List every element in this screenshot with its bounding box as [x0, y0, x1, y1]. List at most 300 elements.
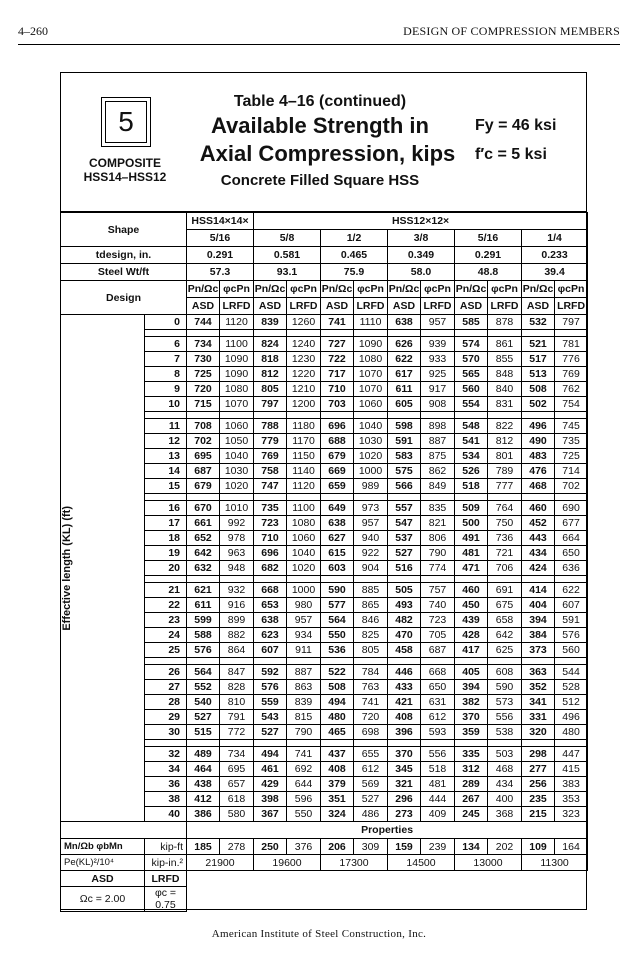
- kl-value: 18: [145, 531, 187, 546]
- lrfd-cell: 576: [555, 628, 588, 643]
- asd-cell: 396: [388, 725, 421, 740]
- asd-cell: 670: [187, 501, 220, 516]
- lrfd-cell: 1180: [287, 419, 321, 434]
- pn-lrfd-header: φcPn: [220, 281, 254, 298]
- thickness-header: 5/8: [254, 230, 321, 247]
- lrfd-cell: 762: [555, 382, 588, 397]
- lrfd-cell: 538: [488, 725, 522, 740]
- asd-cell: 585: [455, 315, 488, 330]
- asd-cell: 590: [321, 583, 354, 598]
- value-gap: [220, 494, 254, 501]
- value-gap: [421, 494, 455, 501]
- value-gap: [287, 576, 321, 583]
- asd-cell: 611: [187, 598, 220, 613]
- asd-cell: 679: [187, 479, 220, 494]
- value-gap: [421, 412, 455, 419]
- asd-cell: 363: [522, 665, 555, 680]
- fy-value: Fy = 46 ksi: [475, 117, 557, 134]
- lrfd-cell: 810: [220, 695, 254, 710]
- properties-blank: [61, 822, 187, 839]
- asd-cell: 384: [522, 628, 555, 643]
- lrfd-cell: 764: [488, 501, 522, 516]
- lrfd-cell: 925: [421, 367, 455, 382]
- lrfd-cell: 825: [354, 628, 388, 643]
- asd-cell: 679: [321, 449, 354, 464]
- lrfd-cell: 1080: [354, 352, 388, 367]
- asd-cell: 534: [455, 449, 488, 464]
- value-gap: [220, 658, 254, 665]
- value-gap: [488, 576, 522, 583]
- page-number: 4–260: [18, 24, 48, 38]
- asd-cell: 471: [455, 561, 488, 576]
- value-gap: [555, 740, 588, 747]
- value-gap: [187, 330, 220, 337]
- pn-asd-header: Pn/Ωc: [388, 281, 421, 298]
- asd-cell: 659: [321, 479, 354, 494]
- asd-cell: 788: [254, 419, 287, 434]
- asd-cell: 543: [254, 710, 287, 725]
- value-gap: [421, 658, 455, 665]
- table-title-line2: Axial Compression, kips: [199, 141, 456, 166]
- asd-cell: 386: [187, 807, 220, 822]
- asd-cell: 723: [254, 516, 287, 531]
- lrfd-cell: 1030: [354, 434, 388, 449]
- lrfd-cell: 878: [488, 315, 522, 330]
- asd-cell: 527: [187, 710, 220, 725]
- pn-asd-header: Pn/Ωc: [254, 281, 287, 298]
- header-rule: [18, 44, 620, 45]
- lrfd-cell: 1200: [287, 397, 321, 412]
- asd-cell: 521: [522, 337, 555, 352]
- lrfd-cell: 560: [555, 643, 588, 658]
- lrfd-cell: 447: [555, 747, 588, 762]
- value-gap: [522, 740, 555, 747]
- asd-cell: 564: [321, 613, 354, 628]
- lrfd-cell: 591: [555, 613, 588, 628]
- lrfd-cell: 801: [488, 449, 522, 464]
- value-gap: [354, 494, 388, 501]
- lrfd-cell: 650: [555, 546, 588, 561]
- asd-cell: 818: [254, 352, 287, 367]
- lrfd-cell: 1240: [287, 337, 321, 352]
- lrfd-cell: 1070: [354, 367, 388, 382]
- lrfd-cell: 957: [287, 613, 321, 628]
- asd-cell: 642: [187, 546, 220, 561]
- lrfd-cell: 1020: [354, 449, 388, 464]
- value-gap: [488, 740, 522, 747]
- lrfd-cell: 658: [488, 613, 522, 628]
- lrfd-cell: 569: [354, 777, 388, 792]
- lrfd-cell: 797: [555, 315, 588, 330]
- lrfd-cell: 714: [555, 464, 588, 479]
- asd-cell: 661: [187, 516, 220, 531]
- asd-cell: 696: [254, 546, 287, 561]
- lrfd-cell: 849: [421, 479, 455, 494]
- asd-cell: 481: [455, 546, 488, 561]
- asd-cell: 452: [522, 516, 555, 531]
- asd-cell: 611: [388, 382, 421, 397]
- asd-cell: 576: [254, 680, 287, 695]
- asd-cell: 465: [321, 725, 354, 740]
- asd-cell: 703: [321, 397, 354, 412]
- lrfd-cell: 934: [287, 628, 321, 643]
- lrfd-cell: 368: [488, 807, 522, 822]
- mn-unit: kip-ft: [145, 839, 187, 855]
- lrfd-cell: 898: [421, 419, 455, 434]
- asd-cell: 491: [455, 531, 488, 546]
- kl-value: 9: [145, 382, 187, 397]
- lrfd-cell: 831: [488, 397, 522, 412]
- asd-cell: 747: [254, 479, 287, 494]
- lrfd-cell: 864: [220, 643, 254, 658]
- asd-header: ASD: [254, 298, 287, 315]
- asd-cell: 508: [522, 382, 555, 397]
- lrfd-cell: 644: [287, 777, 321, 792]
- value-gap: [455, 740, 488, 747]
- lrfd-cell: 790: [421, 546, 455, 561]
- asd-cell: 483: [522, 449, 555, 464]
- asd-cell: 494: [254, 747, 287, 762]
- asd-cell: 373: [522, 643, 555, 658]
- pe-unit: kip-in.²: [145, 855, 187, 871]
- lrfd-cell: 781: [555, 337, 588, 352]
- weight-value: 93.1: [254, 264, 321, 281]
- asd-cell: 734: [187, 337, 220, 352]
- weight-value: 57.3: [187, 264, 254, 281]
- lrfd-cell: 664: [555, 531, 588, 546]
- asd-cell: 428: [455, 628, 488, 643]
- asd-cell: 446: [388, 665, 421, 680]
- asd-cell: 592: [254, 665, 287, 680]
- asd-cell: 682: [254, 561, 287, 576]
- lrfd-cell: 911: [287, 643, 321, 658]
- asd-cell: 464: [187, 762, 220, 777]
- kl-value: 30: [145, 725, 187, 740]
- asd-cell: 632: [187, 561, 220, 576]
- fc-value: f′c = 5 ksi: [475, 146, 547, 163]
- lrfd-header: LRFD: [421, 298, 455, 315]
- kl-value: 15: [145, 479, 187, 494]
- asd-cell: 797: [254, 397, 287, 412]
- value-gap: [455, 412, 488, 419]
- lrfd-cell: 973: [354, 501, 388, 516]
- lrfd-cell: 723: [421, 613, 455, 628]
- lrfd-cell: 922: [354, 546, 388, 561]
- lrfd-cell: 631: [421, 695, 455, 710]
- lrfd-cell: 745: [555, 419, 588, 434]
- tdesign-value: 0.349: [388, 247, 455, 264]
- lrfd-cell: 1050: [220, 434, 254, 449]
- value-gap: [187, 740, 220, 747]
- lrfd-cell: 480: [555, 725, 588, 740]
- value-gap: [220, 740, 254, 747]
- asd-cell: 720: [187, 382, 220, 397]
- value-gap: [254, 740, 287, 747]
- asd-cell: 653: [254, 598, 287, 613]
- value-gap: [354, 740, 388, 747]
- asd-cell: 331: [522, 710, 555, 725]
- asd-cell: 638: [388, 315, 421, 330]
- asd-cell: 518: [455, 479, 488, 494]
- value-gap: [488, 658, 522, 665]
- asd-cell: 565: [455, 367, 488, 382]
- mn-cell: 278: [220, 839, 254, 855]
- value-gap: [555, 576, 588, 583]
- value-gap: [287, 412, 321, 419]
- asd-cell: 296: [388, 792, 421, 807]
- strength-table: [60, 211, 587, 912]
- properties-row: [61, 822, 588, 839]
- lrfd-cell: 899: [220, 613, 254, 628]
- asd-cell: 352: [522, 680, 555, 695]
- lrfd-cell: 1000: [287, 583, 321, 598]
- value-gap: [187, 412, 220, 419]
- value-gap: [421, 576, 455, 583]
- properties-title: Properties: [187, 822, 588, 839]
- lrfd-cell: 916: [220, 598, 254, 613]
- asd-cell: 235: [522, 792, 555, 807]
- asd-cell: 574: [455, 337, 488, 352]
- asd-cell: 424: [522, 561, 555, 576]
- table-title-line1: Available Strength in: [210, 113, 429, 138]
- running-title: DESIGN OF COMPRESSION MEMBERS: [403, 24, 620, 38]
- kl-gap: [145, 412, 187, 419]
- lrfd-cell: 528: [555, 680, 588, 695]
- asd-cell: 576: [187, 643, 220, 658]
- kl-value: 14: [145, 464, 187, 479]
- lrfd-cell: 822: [488, 419, 522, 434]
- lrfd-cell: 862: [421, 464, 455, 479]
- asd-cell: 458: [388, 643, 421, 658]
- lrfd-cell: 806: [421, 531, 455, 546]
- kl-value: 12: [145, 434, 187, 449]
- kl-value: 36: [145, 777, 187, 792]
- value-gap: [522, 658, 555, 665]
- lrfd-cell: 957: [354, 516, 388, 531]
- asd-cell: 710: [254, 531, 287, 546]
- value-gap: [321, 330, 354, 337]
- asd-cell: 541: [455, 434, 488, 449]
- asd-cell: 345: [388, 762, 421, 777]
- value-gap: [187, 576, 220, 583]
- tdesign-value: 0.291: [455, 247, 522, 264]
- value-gap: [421, 330, 455, 337]
- asd-cell: 839: [254, 315, 287, 330]
- asd-cell: 652: [187, 531, 220, 546]
- asd-cell: 379: [321, 777, 354, 792]
- kl-value: 19: [145, 546, 187, 561]
- lrfd-cell: 636: [555, 561, 588, 576]
- lrfd-cell: 481: [421, 777, 455, 792]
- mn-cell: 159: [388, 839, 421, 855]
- lrfd-cell: 625: [488, 643, 522, 658]
- kl-gap: [145, 740, 187, 747]
- lrfd-cell: 847: [220, 665, 254, 680]
- lrfd-cell: 618: [220, 792, 254, 807]
- asd-cell: 394: [455, 680, 488, 695]
- asd-cell: 575: [388, 464, 421, 479]
- value-gap: [388, 740, 421, 747]
- weight-value: 58.0: [388, 264, 455, 281]
- asd-cell: 500: [455, 516, 488, 531]
- lrfd-cell: 706: [488, 561, 522, 576]
- lrfd-cell: 720: [354, 710, 388, 725]
- lrfd-cell: 690: [555, 501, 588, 516]
- lrfd-cell: 1140: [287, 464, 321, 479]
- kl-value: 17: [145, 516, 187, 531]
- asd-header: ASD: [388, 298, 421, 315]
- mn-cell: 134: [455, 839, 488, 855]
- value-gap: [455, 658, 488, 665]
- lrfd-cell: 1060: [354, 397, 388, 412]
- kl-value: 6: [145, 337, 187, 352]
- thickness-header: 1/4: [522, 230, 588, 247]
- asd-cell: 526: [455, 464, 488, 479]
- asd-cell: 412: [187, 792, 220, 807]
- lrfd-cell: 486: [354, 807, 388, 822]
- asd-cell: 577: [321, 598, 354, 613]
- asd-cell: 267: [455, 792, 488, 807]
- kl-value: 40: [145, 807, 187, 822]
- weight-value: 39.4: [522, 264, 588, 281]
- lrfd-cell: 642: [488, 628, 522, 643]
- asd-cell: 696: [321, 419, 354, 434]
- asd-cell: 522: [321, 665, 354, 680]
- asd-cell: 605: [388, 397, 421, 412]
- kl-axis-label: [61, 315, 145, 822]
- asd-cell: 341: [522, 695, 555, 710]
- value-gap: [354, 576, 388, 583]
- lrfd-cell: 750: [488, 516, 522, 531]
- pn-lrfd-header: φcPn: [488, 281, 522, 298]
- value-gap: [354, 330, 388, 337]
- lrfd-cell: 980: [287, 598, 321, 613]
- lrfd-cell: 734: [220, 747, 254, 762]
- pe-cell: 14500: [388, 855, 455, 871]
- mn-cell: 309: [354, 839, 388, 855]
- lrfd-cell: 1040: [354, 419, 388, 434]
- lrfd-cell: 496: [555, 710, 588, 725]
- value-gap: [555, 330, 588, 337]
- lrfd-cell: 1090: [220, 352, 254, 367]
- lrfd-cell: 1170: [287, 434, 321, 449]
- lrfd-cell: 932: [220, 583, 254, 598]
- asd-cell: 370: [455, 710, 488, 725]
- lrfd-cell: 769: [555, 367, 588, 382]
- value-gap: [455, 330, 488, 337]
- lrfd-cell: 865: [354, 598, 388, 613]
- value-gap: [287, 494, 321, 501]
- kl-value: 11: [145, 419, 187, 434]
- asd-cell: 741: [321, 315, 354, 330]
- lrfd-cell: 777: [488, 479, 522, 494]
- lrfd-cell: 904: [354, 561, 388, 576]
- weight-value: 48.8: [455, 264, 522, 281]
- thickness-header: 3/8: [388, 230, 455, 247]
- asd-cell: 622: [388, 352, 421, 367]
- asd-cell: 408: [388, 710, 421, 725]
- value-gap: [354, 658, 388, 665]
- asd-cell: 560: [455, 382, 488, 397]
- asd-cell: 727: [321, 337, 354, 352]
- kl-axis-text: Effective length (KL) (ft): [61, 505, 73, 631]
- kl-value: 22: [145, 598, 187, 613]
- value-gap: [287, 658, 321, 665]
- value-gap: [321, 576, 354, 583]
- asd-cell: 489: [187, 747, 220, 762]
- lrfd-cell: 933: [421, 352, 455, 367]
- kl-value: 29: [145, 710, 187, 725]
- asd-cell: 516: [388, 561, 421, 576]
- asd-cell: 627: [321, 531, 354, 546]
- asd-cell: 517: [522, 352, 555, 367]
- lrfd-cell: 573: [488, 695, 522, 710]
- asd-cell: 735: [254, 501, 287, 516]
- value-gap: [254, 412, 287, 419]
- lrfd-cell: 978: [220, 531, 254, 546]
- asd-cell: 607: [254, 643, 287, 658]
- lrfd-cell: 668: [421, 665, 455, 680]
- tdesign-value: 0.233: [522, 247, 588, 264]
- lrfd-cell: 702: [555, 479, 588, 494]
- value-gap: [388, 658, 421, 665]
- lrfd-cell: 622: [555, 583, 588, 598]
- lrfd-cell: 444: [421, 792, 455, 807]
- asd-cell: 598: [388, 419, 421, 434]
- lrfd-cell: 908: [421, 397, 455, 412]
- page-footer: American Institute of Steel Construction, Inc.: [211, 928, 427, 940]
- kl-value: 27: [145, 680, 187, 695]
- asd-cell: 621: [187, 583, 220, 598]
- lrfd-cell: 1120: [287, 479, 321, 494]
- phi-value: φc = 0.75: [145, 887, 187, 912]
- kl-value: 34: [145, 762, 187, 777]
- lrfd-cell: 512: [555, 695, 588, 710]
- lrfd-cell: 790: [287, 725, 321, 740]
- lrfd-cell: 1090: [220, 367, 254, 382]
- kl-value: 21: [145, 583, 187, 598]
- pn-asd-header: Pn/Ωc: [321, 281, 354, 298]
- asd-cell: 245: [455, 807, 488, 822]
- kl-value: 26: [145, 665, 187, 680]
- asd-cell: 536: [321, 643, 354, 658]
- value-gap: [287, 330, 321, 337]
- value-gap: [488, 330, 522, 337]
- lrfd-cell: 885: [354, 583, 388, 598]
- asd-cell: 513: [522, 367, 555, 382]
- table-row: [61, 315, 588, 330]
- pe-cell: 19600: [254, 855, 321, 871]
- lrfd-cell: 1070: [220, 397, 254, 412]
- value-gap: [388, 412, 421, 419]
- lrfd-cell: 812: [488, 434, 522, 449]
- kl-value: 23: [145, 613, 187, 628]
- value-gap: [555, 658, 588, 665]
- lrfd-cell: 596: [287, 792, 321, 807]
- lrfd-cell: 607: [555, 598, 588, 613]
- kl-value: 32: [145, 747, 187, 762]
- asd-cell: 505: [388, 583, 421, 598]
- kl-value: 16: [145, 501, 187, 516]
- asd-header: ASD: [321, 298, 354, 315]
- lrfd-cell: 805: [354, 643, 388, 658]
- asd-cell: 437: [321, 747, 354, 762]
- lrfd-cell: 698: [354, 725, 388, 740]
- lrfd-cell: 1000: [354, 464, 388, 479]
- asd-cell: 490: [522, 434, 555, 449]
- design-label: Design: [61, 281, 187, 315]
- asd-cell: 414: [522, 583, 555, 598]
